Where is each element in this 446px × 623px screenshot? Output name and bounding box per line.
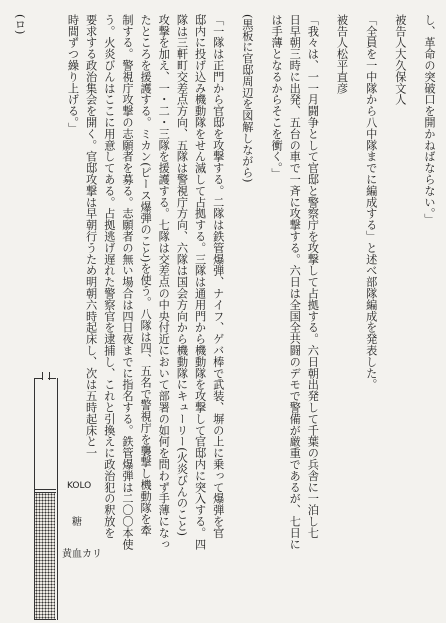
figure-label-potash: 黄血カリ	[62, 549, 102, 560]
text-line: 「我々は、一一月闘争として官邸と警察庁を攻撃して占拠する。六日朝出発して千葉の兵舎に一泊し七	[306, 14, 320, 539]
text-line: は手薄となるからそこを衝く。」	[270, 14, 284, 180]
speaker-name: 被告人松平直彦	[335, 14, 349, 94]
tube-divider	[34, 489, 56, 490]
figure-label-kolo: KOLO	[67, 481, 92, 491]
tube-divider	[34, 492, 56, 493]
text-line: 「一隊は正門から官邸を攻撃する。二隊は鉄管爆弾、ナイフ、ゲバ棒で武装、塀の上に乗って爆弾を官	[211, 14, 225, 539]
text-line: 日早朝三時に出発、五台の車で一斉に攻撃する。六日は全国全共闘のデモで警備が厳重であるが、七日に	[288, 14, 302, 550]
text-line: う。火炎びんはここに用意してある。占拠逃げ遅れた警察官を逮捕し、これと引換えに政治犯の釈放を	[102, 14, 116, 539]
text-line: たところを援護する。ミカン(ピース爆弾のこと)を使う。八隊は四、五名で警視庁を襲撃し機動隊を牽	[139, 14, 153, 537]
text-line: 邸内に投げ込み機動隊をせん滅して占拠する。三隊は通用門から機動隊を攻撃して官邸内に突入する。四	[193, 14, 207, 550]
tube-bottom	[34, 619, 56, 620]
text-line: (黒板に官邸周辺を図解しながら)	[240, 14, 254, 183]
text-line: 「全員を一中隊から八中隊までに編成する」と述べ部隊編成を発表した。	[364, 14, 378, 391]
section-marker: (ロ)	[13, 14, 27, 35]
text-line: 要求する政治集会を開く。官邸攻撃は早朝行うため明朝六時起床し、次は五時起床と一	[84, 14, 98, 459]
speaker-name: 被告人大久保文人	[393, 14, 407, 106]
section-heading	[0, 14, 10, 484]
text-line: 攻撃を加え、一・二・三隊を援護する。七隊は交差点の中央付近において部署の如何を問わず手薄になっ	[157, 14, 171, 550]
text-line: 時間ずつ繰り上げる。」	[66, 14, 80, 134]
text-line: し、革命の突破口を開かねばならない。」	[423, 14, 436, 225]
figure-label-sugar: 糖	[72, 517, 82, 528]
tube-powder-fill	[35, 493, 55, 619]
text-line: 隊は三軒町交差点方向、五隊は警視庁方向、六隊は国会方向から機動隊にキューリー(火炎びんのこと)	[175, 14, 189, 537]
text-line: 制する。警視庁攻撃の志願者を募る。志願者の無い場合は四日夜までに指名する。鉄管爆弾は二〇〇本使	[120, 14, 134, 550]
